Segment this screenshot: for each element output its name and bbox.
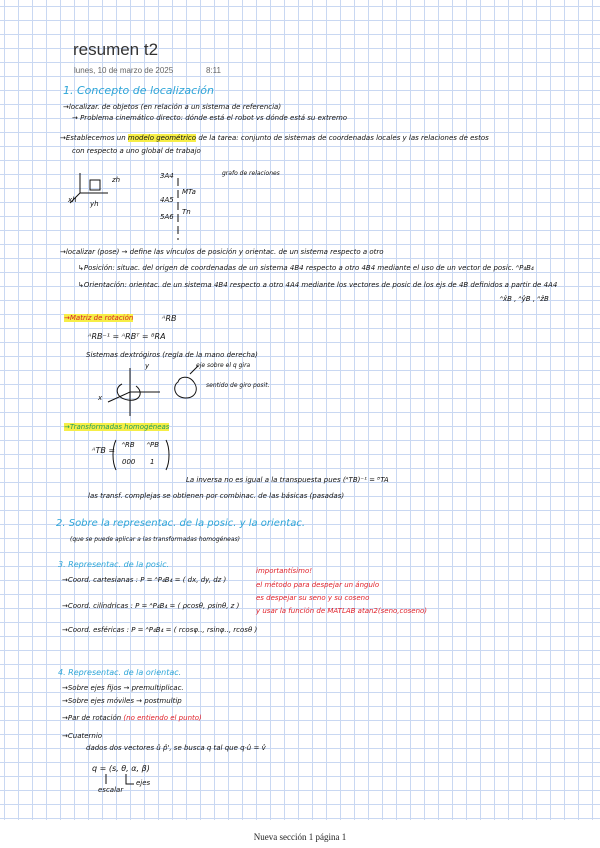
sec1-line-2: → Problema cinemático directo: dónde está el robot vs dónde está su extremo [72,114,348,122]
coord-cartesianas: →Coord. cartesianas : P = ᴬP₄B₄ = ( dx, dy, dz ) [62,576,227,584]
coord-esfericas: →Coord. esféricas : P = ᴬP₄B₄ = ( rcosφ.., rsinφ.., rcosθ ) [62,626,258,634]
matrix-zeros: 000 [122,458,136,466]
sec4-ejes: ejes [136,779,151,787]
sec1-line-5: →localizar (pose) → define las vínculos de posición y orientac. de un sistema respecto a otro [60,248,384,256]
page-date: lunes, 10 de marzo de 2025 [74,66,174,75]
frame-sketch [62,168,132,218]
rot-sentido: sentido de giro posit. [206,382,270,389]
sec1-orient-vectors: ᴬx̂B , ᴬŷB , ᴬẑB [500,295,549,303]
sec4-line-1: →Sobre ejes fijos → premultiplicac. [62,684,184,692]
important-note-4: y usar la función de MATLAB atan2(seno,coseno) [256,607,428,615]
section-1-heading: 1. Concepto de localización [63,84,214,97]
trans-inverse-note: La inversa no es igual a la transpuesta pues (ᴬTB)⁻¹ = ᴮTA [186,476,389,484]
rot-equation: ᴬRB⁻¹ = ᴬRBᵀ = ᴮRA [88,332,166,341]
page-footer: Nueva sección 1 página 1 [253,832,347,842]
sec4-line-4: →Cuaternio [62,732,103,740]
trans-composite-note: las transf. complejas se obtienen por combinac. de las básicas (pasadas) [88,492,345,500]
sec4-line-3a: →Par de rotación [62,714,122,722]
sec1-line-3 [60,134,489,142]
graph-node-b: 4A5 [160,196,174,204]
graph-label-grafo: grafo de relaciones [222,170,280,177]
sec4-line-3b: (no entiendo el punto) [123,714,202,722]
matrix-brackets [112,438,172,472]
frame-yh: yh [90,200,99,208]
sec4-line-5: dados dos vectores û p̂', se busca q tal que q·û = v̂ [86,744,266,752]
matrix-p: ᴬPB [147,441,160,449]
important-note-3: es despejar su seno y su coseno [256,594,370,602]
section-3-heading: 3. Representac. de la posic. [58,560,170,569]
rot-heading [64,314,133,322]
frame-xh: xh [68,196,77,204]
rot-eje-giro: eje sobre el q gira [196,362,251,369]
trans-heading-text: →Transformadas homogéneas [64,423,170,431]
sec4-line-3 [62,714,202,722]
page-title: resumen t2 [73,40,159,59]
section-4-heading: 4. Representac. de la orientac. [58,668,182,677]
rot-axis-x: x [98,394,103,402]
sec1-posicion: ↳Posición: situac. del origen de coordenadas de un sistema 4B4 respecto a otro 4B4 mediante el uso de un vector de posic. ᴬP₄B₄ [78,264,534,272]
rot-dextrogiros: Sistemas dextrógiros (regla de la mano derecha) [86,351,258,359]
sec1-line-3c: de la tarea: conjunto de sistemas de coordenadas locales y las relaciones de estos [198,134,489,142]
matrix-one: 1 [150,458,155,466]
graph-label-tn: Tn [182,208,191,216]
page-time: 8:11 [206,66,221,75]
graph-node-c: 5A6 [160,213,174,221]
sec1-orientacion: ↳Orientación: orientac. de un sistema 4B4 respecto a otro 4A4 mediante los vectores de posic de los ejs de 4B definidos a partir de 4A4 [78,281,558,289]
modelo-geometrico-highlight: modelo geométrico [127,134,197,142]
sec4-escalar: escalar [98,786,124,794]
trans-heading [64,423,169,431]
sec4-line-2: →Sobre ejes móviles → postmultip [62,697,182,705]
trans-eq-left: ᴬTB = [92,446,116,455]
matrix-r: ᴬRB [122,441,135,449]
graph-label-mta: MTa [182,188,196,196]
frame-zh: zh [112,176,121,184]
sec1-line-1: →localizar. de objetos (en relación a un sistema de referencia) [63,103,282,111]
sec1-line-3a: →Establecemos un [60,134,126,142]
rot-label: ᴬRB [162,314,177,323]
important-note-2: el método para despejar un ángulo [256,581,380,589]
important-note-1: importantísimo! [256,567,313,575]
section-2-sub: (que se puede aplicar a las transformadas homogéneas) [70,536,240,543]
rot-heading-text: →Matriz de rotación [64,314,134,322]
rot-axis-y: y [145,362,150,370]
graph-sketch [160,172,200,252]
sec1-line-4: con respecto a uno global de trabajo [72,147,201,155]
sec4-quaternion: q = (s, θ, α, β) [92,764,150,773]
section-2-heading: 2. Sobre la representac. de la posic. y la orientac. [56,518,306,529]
rotation-sketch [100,360,230,420]
graph-node-a: 3A4 [160,172,174,180]
coord-cilindricas: →Coord. cilíndricas : P = ᴬP₄B₄ = ( ρcosθ, ρsinθ, z ) [62,602,240,610]
